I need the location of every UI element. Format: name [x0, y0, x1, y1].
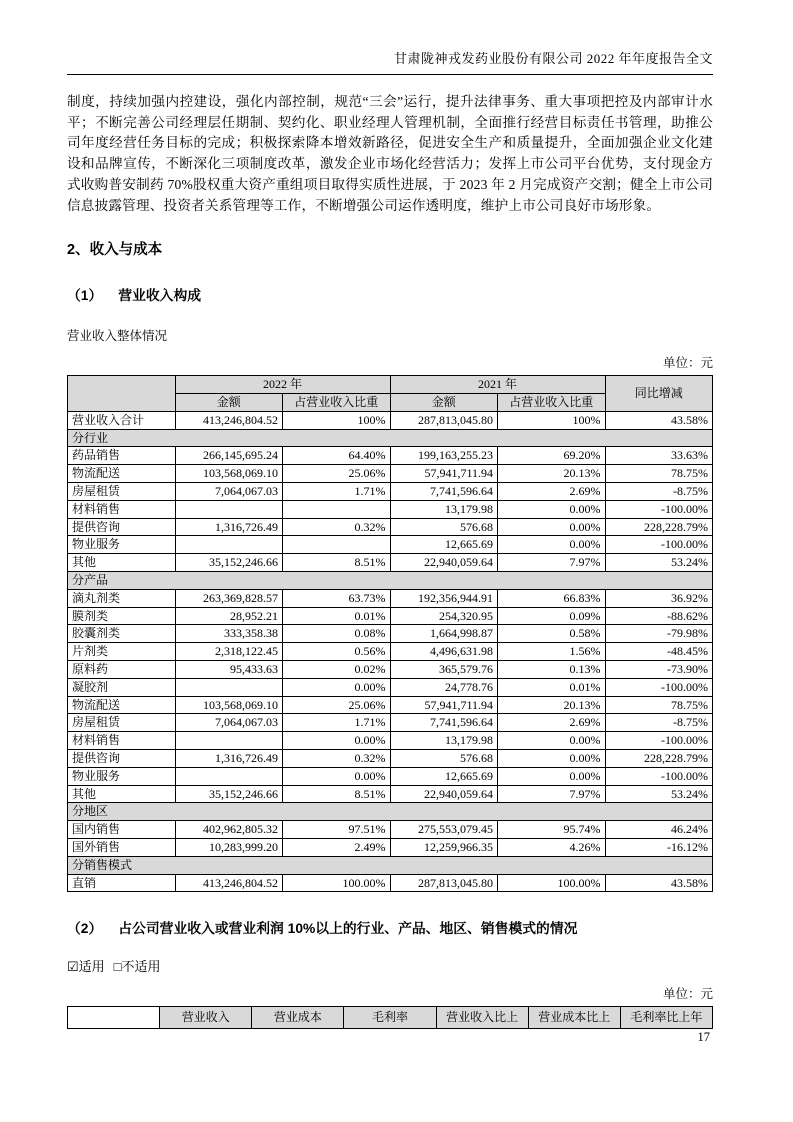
row-value: 0.00% — [498, 500, 606, 518]
year-2021-header: 2021 年 — [390, 376, 605, 394]
row-label: 房屋租赁 — [68, 714, 176, 732]
row-value: 275,553,079.45 — [390, 821, 498, 839]
row-value: 8.51% — [283, 554, 391, 572]
row-label: 其他 — [68, 785, 176, 803]
row-value: 24,778.76 — [390, 678, 498, 696]
row-value: 0.13% — [498, 660, 606, 678]
row-value: 103,568,069.10 — [175, 696, 283, 714]
table-section-row — [68, 571, 713, 589]
table-section-row — [68, 803, 713, 821]
row-value: 36.92% — [605, 589, 713, 607]
row-value: 7,741,596.64 — [390, 483, 498, 501]
row-value: -8.75% — [605, 714, 713, 732]
row-value: 46.24% — [605, 821, 713, 839]
revenue-composition-table — [67, 375, 713, 892]
row-value: 97.51% — [283, 821, 391, 839]
row-value: 1,316,726.49 — [175, 749, 283, 767]
row-label: 提供咨询 — [68, 518, 176, 536]
row-value: -16.12% — [605, 838, 713, 856]
row-value: 95.74% — [498, 821, 606, 839]
row-value: -100.00% — [605, 678, 713, 696]
row-value: 0.00% — [283, 678, 391, 696]
margin-table — [67, 1006, 713, 1029]
margin-table-column-header: 营业成本比上 — [528, 1007, 620, 1029]
row-value: 192,356,944.91 — [390, 589, 498, 607]
row-value: 199,163,255.23 — [390, 447, 498, 465]
row-value: 266,145,695.24 — [175, 447, 283, 465]
row-label: 房屋租赁 — [68, 483, 176, 501]
row-value: 12,259,966.35 — [390, 838, 498, 856]
row-value: 8.51% — [283, 785, 391, 803]
row-value: 1,316,726.49 — [175, 518, 283, 536]
subsection-title: 占公司营业收入或营业利润 10%以上的行业、产品、地区、销售模式的情况 — [118, 921, 578, 937]
table-data-row — [68, 447, 713, 465]
row-value: 53.24% — [605, 785, 713, 803]
row-value: 7.97% — [498, 554, 606, 572]
table-data-row — [68, 696, 713, 714]
row-value: 43.58% — [605, 411, 713, 429]
row-value: 0.56% — [283, 643, 391, 661]
row-value: 100.00% — [498, 874, 606, 892]
table-data-row — [68, 749, 713, 767]
row-value: 1.71% — [283, 714, 391, 732]
body-paragraph: 制度，持续加强内控建设，强化内部控制，规范“三会”运行，提升法律事务、重大事项把控及内部审计水平；不断完善公司经理层任期制、契约化、职业经理人管理机制，全面推行经营目标责任书管理，助推公司年度经营任务目标的完成；积极探索降本增效新路径，促进安全生产和质量提升，全面加强企业文化建设和品牌宣传，不断深化三项制度改革，激发企业市场化经营活力；发挥上市公司平台优势，支付现金方式收购普安制药 70%股权重大资产重组项目取得实质性进展，于 2023 年 2 月完成资产交割；健全上市公司信息披露管理、投资者关系管理等工作，不断增强公司运作透明度，维护上市公司良好市场形象。 — [67, 94, 713, 213]
row-value: 78.75% — [605, 696, 713, 714]
row-value: -100.00% — [605, 536, 713, 554]
section-heading-revenue-and-cost: 2、收入与成本 — [67, 242, 163, 259]
row-value: 365,579.76 — [390, 660, 498, 678]
row-value: 0.02% — [283, 660, 391, 678]
applicable-line — [67, 956, 713, 975]
row-label: 国外销售 — [68, 838, 176, 856]
row-value: 0.32% — [283, 749, 391, 767]
row-value: 0.00% — [283, 732, 391, 750]
row-value: -100.00% — [605, 732, 713, 750]
table-data-row — [68, 643, 713, 661]
subsection-title: 营业收入构成 — [118, 288, 202, 304]
row-value: 33.63% — [605, 447, 713, 465]
margin-table-column-header: 营业收入 — [160, 1007, 252, 1029]
amount-2021-header: 金额 — [390, 394, 498, 412]
header-row-years — [68, 376, 713, 394]
table-data-row — [68, 607, 713, 625]
row-value — [283, 500, 391, 518]
table-data-row — [68, 821, 713, 839]
row-value: 287,813,045.80 — [390, 411, 498, 429]
row-value: 0.00% — [498, 732, 606, 750]
row-value: 95,433.63 — [175, 660, 283, 678]
row-label: 药品销售 — [68, 447, 176, 465]
unit-label-table2: 单位：元 — [662, 987, 713, 1002]
row-value: 2.69% — [498, 714, 606, 732]
row-value: 0.09% — [498, 607, 606, 625]
page-number: 17 — [697, 1030, 710, 1044]
margin-table-column-header: 营业成本 — [252, 1007, 344, 1029]
row-value: -88.62% — [605, 607, 713, 625]
revenue-table-header — [68, 376, 713, 412]
row-value: 2.69% — [498, 483, 606, 501]
table-data-row — [68, 465, 713, 483]
corner-cell — [68, 1007, 160, 1029]
row-label: 胶囊剂类 — [68, 625, 176, 643]
row-value: 69.20% — [498, 447, 606, 465]
row-value: 576.68 — [390, 518, 498, 536]
row-label: 其他 — [68, 554, 176, 572]
year-2022-header: 2022 年 — [175, 376, 390, 394]
row-value: 413,246,804.52 — [175, 874, 283, 892]
row-value: 263,369,828.57 — [175, 589, 283, 607]
row-value: 66.83% — [498, 589, 606, 607]
row-label: 提供咨询 — [68, 749, 176, 767]
row-value: 28,952.21 — [175, 607, 283, 625]
subsection-heading-revenue-composition — [67, 284, 713, 304]
margin-table-column-header: 营业收入比上 — [436, 1007, 528, 1029]
row-value: 35,152,246.66 — [175, 785, 283, 803]
yoy-header: 同比增减 — [605, 376, 713, 412]
section-label: 分产品 — [68, 571, 713, 589]
table-data-row — [68, 589, 713, 607]
subsection-number: （1） — [67, 288, 103, 304]
table-data-row — [68, 838, 713, 856]
table-data-row — [68, 785, 713, 803]
row-value: 43.58% — [605, 874, 713, 892]
margin-table-header-row — [68, 1007, 713, 1029]
row-label: 营业收入合计 — [68, 411, 176, 429]
table-data-row — [68, 678, 713, 696]
row-value: 57,941,711.94 — [390, 465, 498, 483]
table-data-row — [68, 625, 713, 643]
row-value: 57,941,711.94 — [390, 696, 498, 714]
section-label: 分销售模式 — [68, 856, 713, 874]
row-value: 20.13% — [498, 696, 606, 714]
row-value: 63.73% — [283, 589, 391, 607]
row-value: 100.00% — [283, 874, 391, 892]
row-value: 0.08% — [283, 625, 391, 643]
table-data-row — [68, 411, 713, 429]
row-value: 22,940,059.64 — [390, 785, 498, 803]
row-value: 35,152,246.66 — [175, 554, 283, 572]
applicable-label: 适用 — [78, 959, 105, 975]
row-value: 0.00% — [283, 767, 391, 785]
row-label: 原料药 — [68, 660, 176, 678]
table-section-row — [68, 429, 713, 447]
row-label: 物业服务 — [68, 767, 176, 785]
row-value: 13,179.98 — [390, 732, 498, 750]
revenue-overview-note: 营业收入整体情况 — [67, 329, 168, 344]
row-value — [175, 678, 283, 696]
row-value — [175, 767, 283, 785]
table-data-row — [68, 874, 713, 892]
row-label: 膜剂类 — [68, 607, 176, 625]
row-value: 0.58% — [498, 625, 606, 643]
revenue-table-body — [68, 411, 713, 892]
row-label: 材料销售 — [68, 732, 176, 750]
row-value: 7,064,067.03 — [175, 714, 283, 732]
margin-table-column-header: 毛利率 — [344, 1007, 436, 1029]
table-data-row — [68, 518, 713, 536]
row-value: 13,179.98 — [390, 500, 498, 518]
row-value: 22,940,059.64 — [390, 554, 498, 572]
table-data-row — [68, 483, 713, 501]
row-value: 1.71% — [283, 483, 391, 501]
row-value: 228,228.79% — [605, 749, 713, 767]
row-value: 10,283,999.20 — [175, 838, 283, 856]
row-value: 100% — [498, 411, 606, 429]
row-label: 直销 — [68, 874, 176, 892]
row-value — [175, 536, 283, 554]
row-value: 0.32% — [283, 518, 391, 536]
table-data-row — [68, 536, 713, 554]
section-label: 分行业 — [68, 429, 713, 447]
row-value: 576.68 — [390, 749, 498, 767]
row-value — [175, 732, 283, 750]
amount-2022-header: 金额 — [175, 394, 283, 412]
row-value: 0.01% — [498, 678, 606, 696]
row-value: -100.00% — [605, 500, 713, 518]
row-label: 材料销售 — [68, 500, 176, 518]
row-value: 103,568,069.10 — [175, 465, 283, 483]
row-value: 1,664,998.87 — [390, 625, 498, 643]
table-data-row — [68, 767, 713, 785]
row-value: 4,496,631.98 — [390, 643, 498, 661]
table-data-row — [68, 554, 713, 572]
row-label: 国内销售 — [68, 821, 176, 839]
row-value: 1.56% — [498, 643, 606, 661]
row-value: -100.00% — [605, 767, 713, 785]
row-value: 64.40% — [283, 447, 391, 465]
share-2021-header: 占营业收入比重 — [498, 394, 606, 412]
row-label: 滴丸剂类 — [68, 589, 176, 607]
running-header: 甘肃陇神戎发药业股份有限公司 2022 年年度报告全文 — [67, 48, 713, 75]
row-value: -8.75% — [605, 483, 713, 501]
row-value: 0.00% — [498, 518, 606, 536]
row-value: 53.24% — [605, 554, 713, 572]
not-applicable-label: 不适用 — [121, 959, 161, 975]
corner-cell — [68, 376, 176, 412]
row-value: -48.45% — [605, 643, 713, 661]
row-value: 254,320.95 — [390, 607, 498, 625]
row-value: 402,962,805.32 — [175, 821, 283, 839]
row-value: 228,228.79% — [605, 518, 713, 536]
row-value: 0.00% — [498, 767, 606, 785]
unchecked-checkbox-icon: □ — [113, 959, 122, 975]
subsection-heading-major-segments — [67, 917, 713, 937]
row-label: 片剂类 — [68, 643, 176, 661]
row-label: 物流配送 — [68, 696, 176, 714]
row-label: 物流配送 — [68, 465, 176, 483]
row-value: 2,318,122.45 — [175, 643, 283, 661]
table-data-row — [68, 500, 713, 518]
unit-label-table1: 单位：元 — [662, 356, 713, 371]
row-value: 12,665.69 — [390, 536, 498, 554]
row-value: 78.75% — [605, 465, 713, 483]
margin-table-column-header: 毛利率比上年 — [620, 1007, 712, 1029]
row-value: 0.00% — [498, 749, 606, 767]
subsection-number: （2） — [67, 921, 103, 937]
row-label: 凝胶剂 — [68, 678, 176, 696]
row-value: 4.26% — [498, 838, 606, 856]
row-value: 25.06% — [283, 696, 391, 714]
table-data-row — [68, 660, 713, 678]
row-value — [283, 536, 391, 554]
checked-checkbox-icon: ☑ — [67, 959, 79, 975]
table-section-row — [68, 856, 713, 874]
row-value: 0.01% — [283, 607, 391, 625]
row-value: 7.97% — [498, 785, 606, 803]
row-value: 7,741,596.64 — [390, 714, 498, 732]
row-value: 0.00% — [498, 536, 606, 554]
row-value: 7,064,067.03 — [175, 483, 283, 501]
row-value: 287,813,045.80 — [390, 874, 498, 892]
table-data-row — [68, 732, 713, 750]
section-label: 分地区 — [68, 803, 713, 821]
row-value: 25.06% — [283, 465, 391, 483]
row-label: 物业服务 — [68, 536, 176, 554]
row-value: -73.90% — [605, 660, 713, 678]
row-value: 12,665.69 — [390, 767, 498, 785]
row-value: 20.13% — [498, 465, 606, 483]
row-value: 333,358.38 — [175, 625, 283, 643]
row-value: 413,246,804.52 — [175, 411, 283, 429]
share-2022-header: 占营业收入比重 — [283, 394, 391, 412]
row-value: 2.49% — [283, 838, 391, 856]
table-data-row — [68, 714, 713, 732]
row-value — [175, 500, 283, 518]
row-value: -79.98% — [605, 625, 713, 643]
row-value: 100% — [283, 411, 391, 429]
